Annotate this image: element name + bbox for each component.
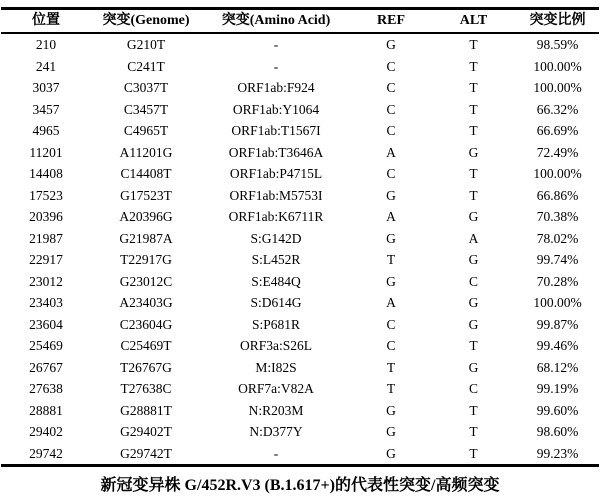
cell-position: 241 <box>35 58 57 74</box>
cell-genome: A20396G <box>119 209 173 224</box>
cell-amino-acid: - <box>273 58 279 74</box>
cell-ratio: 98.59% <box>536 37 579 52</box>
cell-amino-acid: S:G142D <box>250 230 302 246</box>
cell-amino-acid: ORF1ab:M5753I <box>229 187 323 203</box>
cell-amino-acid: - <box>273 445 279 461</box>
table-row <box>1 120 599 142</box>
cell-position: 29402 <box>29 424 63 439</box>
cell-ratio: 100.00% <box>533 166 582 181</box>
cell-ref: A <box>386 295 396 310</box>
cell-alt: T <box>469 80 478 95</box>
cell-position: 27638 <box>29 381 63 396</box>
table-row <box>1 142 599 164</box>
cell-ref: T <box>386 252 396 267</box>
cell-position: 4965 <box>32 123 60 138</box>
cell-amino-acid: S:D614G <box>250 295 302 310</box>
cell-ratio: 100.00% <box>533 58 582 74</box>
table-body <box>1 33 599 466</box>
column-header-ref: REF <box>351 9 431 34</box>
cell-genome: T27638C <box>120 381 172 396</box>
table-row <box>1 185 599 207</box>
column-header-ratio: 突变比例 <box>516 9 599 34</box>
cell-amino-acid: ORF3a:S26L <box>239 338 312 353</box>
cell-ref: T <box>386 359 396 375</box>
cell-ratio: 68.12% <box>536 359 579 375</box>
table-row <box>1 228 599 250</box>
cell-genome: T22917G <box>120 252 172 267</box>
column-header-amino-acid: 突变(Amino Acid) <box>201 9 351 34</box>
column-header-position: 位置 <box>1 9 91 34</box>
column-header-alt: ALT <box>431 9 516 34</box>
cell-amino-acid: S:E484Q <box>251 273 301 289</box>
cell-position: 23012 <box>29 273 63 289</box>
cell-genome: G17523T <box>120 187 172 203</box>
cell-ratio: 66.69% <box>536 123 579 138</box>
cell-genome: A23403G <box>119 295 173 310</box>
table-caption: 新冠变异株 G/452R.V3 (B.1.617+)的代表性突变/高频突变 <box>100 477 500 494</box>
cell-genome: G29742T <box>120 445 172 461</box>
cell-amino-acid: ORF1ab:K6711R <box>228 209 324 224</box>
table-row <box>1 33 599 56</box>
cell-alt: T <box>469 402 478 418</box>
cell-ratio: 70.28% <box>536 273 579 289</box>
cell-ratio: 99.87% <box>536 316 579 332</box>
cell-ref: C <box>386 80 396 95</box>
cell-position: 11201 <box>29 144 63 160</box>
cell-genome: T26767G <box>120 359 172 375</box>
cell-position: 3037 <box>32 80 60 95</box>
cell-ref: G <box>386 37 396 52</box>
cell-position: 25469 <box>29 338 63 353</box>
cell-position: 20396 <box>29 209 63 224</box>
cell-ratio: 99.23% <box>536 445 579 461</box>
cell-genome: C4965T <box>123 123 169 138</box>
cell-position: 23403 <box>29 295 63 310</box>
cell-ref: C <box>386 123 396 138</box>
cell-alt: A <box>468 230 479 246</box>
cell-position: 17523 <box>29 187 63 203</box>
column-header-genome: 突变(Genome) <box>91 9 201 34</box>
cell-ref: G <box>386 402 396 418</box>
cell-genome: G28881T <box>120 402 172 418</box>
cell-alt: T <box>469 445 478 461</box>
cell-genome: C3457T <box>123 101 169 117</box>
table-row <box>1 378 599 400</box>
cell-amino-acid: ORF1ab:F924 <box>237 80 315 95</box>
cell-alt: T <box>469 338 478 353</box>
cell-genome: G210T <box>126 37 166 52</box>
cell-position: 22917 <box>29 252 63 267</box>
cell-ref: G <box>386 445 396 461</box>
cell-genome: C14408T <box>120 166 172 181</box>
table-row <box>1 99 599 121</box>
cell-ref: A <box>386 144 396 160</box>
cell-position: 28881 <box>29 402 63 418</box>
cell-amino-acid: ORF1ab:P4715L <box>229 166 323 181</box>
cell-position: 210 <box>35 37 57 52</box>
cell-ratio: 72.49% <box>536 144 579 160</box>
mutation-table <box>1 7 599 467</box>
cell-ratio: 66.86% <box>536 187 579 203</box>
cell-amino-acid: ORF7a:V82A <box>238 381 314 396</box>
table-row <box>1 421 599 443</box>
cell-ref: T <box>386 381 396 396</box>
cell-alt: T <box>469 123 478 138</box>
cell-genome: G29402T <box>120 424 172 439</box>
cell-ratio: 99.46% <box>536 338 579 353</box>
cell-position: 29742 <box>29 445 63 461</box>
cell-amino-acid: S:L452R <box>251 252 301 267</box>
cell-genome: G21987A <box>119 230 173 246</box>
cell-ref: G <box>386 273 396 289</box>
table-row <box>1 443 599 466</box>
cell-genome: C23604G <box>119 316 173 332</box>
cell-ratio: 99.74% <box>536 252 579 267</box>
table-row <box>1 206 599 228</box>
cell-ratio: 78.02% <box>536 230 579 246</box>
table-header-row <box>1 9 599 34</box>
cell-alt: G <box>468 209 479 224</box>
cell-position: 21987 <box>29 230 63 246</box>
cell-ref: A <box>386 209 396 224</box>
table-row <box>1 357 599 379</box>
cell-amino-acid: ORF1ab:T1567I <box>231 123 321 138</box>
cell-ref: C <box>386 101 396 117</box>
table-row <box>1 314 599 336</box>
cell-amino-acid: S:P681R <box>251 316 301 332</box>
cell-alt: T <box>469 58 478 74</box>
cell-amino-acid: M:I82S <box>255 359 297 375</box>
cell-ratio: 99.19% <box>536 381 579 396</box>
cell-ref: G <box>386 187 396 203</box>
cell-ref: C <box>386 338 396 353</box>
cell-ratio: 98.60% <box>536 424 579 439</box>
cell-alt: G <box>468 359 479 375</box>
cell-genome: C241T <box>127 58 165 74</box>
table-row <box>1 400 599 422</box>
table-row <box>1 77 599 99</box>
cell-position: 3457 <box>32 101 60 117</box>
cell-position: 26767 <box>29 359 63 375</box>
cell-ratio: 100.00% <box>533 80 582 95</box>
cell-position: 23604 <box>29 316 63 332</box>
cell-alt: G <box>468 295 479 310</box>
cell-alt: T <box>469 37 478 52</box>
cell-ratio: 66.32% <box>536 101 579 117</box>
table-row <box>1 292 599 314</box>
cell-amino-acid: N:R203M <box>248 402 304 418</box>
table-row <box>1 249 599 271</box>
cell-ref: G <box>386 424 396 439</box>
table-row <box>1 56 599 78</box>
cell-ratio: 99.60% <box>536 402 579 418</box>
table-row <box>1 271 599 293</box>
cell-ref: C <box>386 316 396 332</box>
cell-position: 14408 <box>29 166 63 181</box>
cell-alt: T <box>469 101 478 117</box>
cell-genome: C3037T <box>123 80 169 95</box>
cell-alt: C <box>468 273 478 289</box>
cell-amino-acid: ORF1ab:T3646A <box>228 144 324 160</box>
cell-alt: G <box>468 252 479 267</box>
cell-ref: G <box>386 230 396 246</box>
cell-amino-acid: - <box>273 37 279 52</box>
cell-alt: T <box>469 187 478 203</box>
cell-ref: C <box>386 58 396 74</box>
cell-alt: C <box>468 381 478 396</box>
cell-ratio: 70.38% <box>536 209 579 224</box>
cell-amino-acid: N:D377Y <box>249 424 303 439</box>
table-row <box>1 163 599 185</box>
cell-alt: T <box>469 424 478 439</box>
cell-ref: C <box>386 166 396 181</box>
table-row <box>1 335 599 357</box>
cell-genome: C25469T <box>120 338 172 353</box>
cell-genome: A11201G <box>119 144 173 160</box>
cell-ratio: 100.00% <box>533 295 582 310</box>
cell-alt: G <box>468 316 479 332</box>
cell-alt: T <box>469 166 478 181</box>
cell-amino-acid: ORF1ab:Y1064 <box>232 101 320 117</box>
cell-genome: G23012C <box>119 273 173 289</box>
cell-alt: G <box>468 144 479 160</box>
